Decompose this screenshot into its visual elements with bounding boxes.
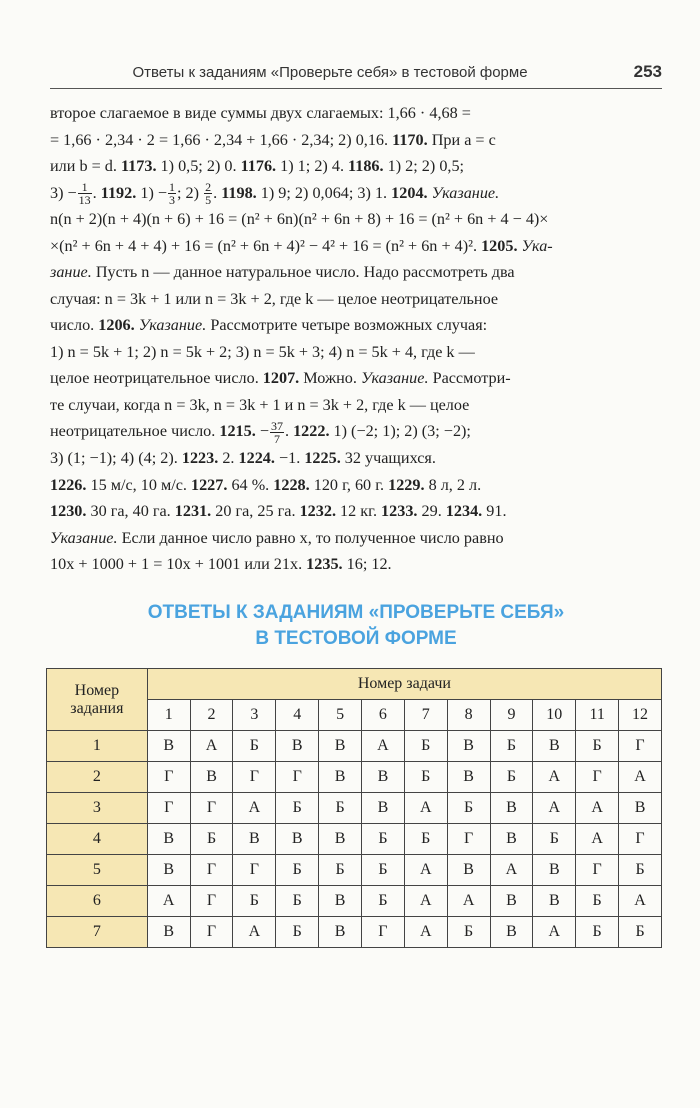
answer-cell: А	[619, 762, 662, 793]
answer-cell: Г	[233, 855, 276, 886]
answer-cell: В	[319, 762, 362, 793]
answer-cell: В	[533, 731, 576, 762]
answer-cell: А	[404, 855, 447, 886]
answer-cell: Б	[619, 917, 662, 948]
table-row	[47, 731, 662, 762]
answer-cell: А	[447, 886, 490, 917]
column-header: 5	[319, 700, 362, 731]
answer-cell: В	[147, 824, 190, 855]
text-line: целое неотрицательное число. 1207. Можно. Указание. Рассмотри-	[50, 369, 511, 388]
answer-cell: Б	[319, 793, 362, 824]
text-line: или b = d. 1173. 1) 0,5; 2) 0. 1176. 1) 1; 2) 4. 1186. 1) 2; 2) 0,5;	[50, 157, 465, 175]
answer-cell: В	[319, 824, 362, 855]
text-line: случая: n = 3k + 1 или n = 3k + 2, где k — целое неотрицательное	[50, 289, 499, 308]
table-row	[47, 824, 662, 855]
answer-cell: А	[147, 886, 190, 917]
table-row	[47, 793, 662, 824]
text-line: 3) − $\frac{1}{13}$ . 1192. 1) − $\frac{1}{3}$ ; 2) $\frac{2}{5}$ . 1198. 1) 9; 2) 0,064; 3) 1. 1204. Указание.	[50, 180, 500, 208]
answer-cell: В	[147, 917, 190, 948]
answer-cell: Г	[576, 855, 619, 886]
page-header	[50, 58, 662, 89]
text-line: Указание. Если данное число равно x, то полученное число равно	[50, 528, 504, 547]
table-row	[47, 762, 662, 793]
answer-cell: А	[576, 824, 619, 855]
answer-cell: В	[190, 762, 233, 793]
column-header: 1	[147, 700, 190, 731]
answer-cell: А	[404, 793, 447, 824]
column-header: 9	[490, 700, 533, 731]
answer-cell: Б	[447, 793, 490, 824]
answer-cell: Б	[190, 824, 233, 855]
answer-cell: Б	[490, 762, 533, 793]
row-number: 5	[47, 855, 148, 886]
column-group-label: Номер задачи	[147, 669, 661, 700]
answer-cell: В	[147, 855, 190, 886]
answer-cell: В	[361, 762, 404, 793]
answer-cell: Б	[233, 731, 276, 762]
answer-cell: В	[533, 855, 576, 886]
text-line: = 1,66 · 2,34 · 2 = 1,66 · 2,34 + 1,66 · 2,34; 2) 0,16. 1170. При a = c	[50, 130, 496, 149]
text-line: неотрицательное число. 1215. − $\frac{37}{7}$ . 1222. 1) (−2; 1); 2) (3; −2);	[50, 419, 471, 447]
row-number: 1	[47, 731, 148, 762]
column-header: 3	[233, 700, 276, 731]
section-title-line-2: В ТЕСТОВОЙ ФОРМЕ	[255, 628, 457, 649]
column-header: 10	[533, 700, 576, 731]
answer-cell: Г	[190, 886, 233, 917]
answer-cell: А	[361, 731, 404, 762]
section-title	[50, 600, 662, 652]
text-line: 3) (1; −1); 4) (4; 2). 1223. 2. 1224. −1. 1225. 32 учащихся.	[50, 449, 436, 468]
answer-cell: В	[490, 886, 533, 917]
answer-cell: В	[447, 855, 490, 886]
fraction: $\frac{1}{13}$	[78, 180, 91, 208]
row-number: 3	[47, 793, 148, 824]
answer-cell: В	[319, 886, 362, 917]
answer-cell: Г	[190, 917, 233, 948]
column-header: 6	[361, 700, 404, 731]
answers-table	[46, 668, 662, 948]
answer-cell: Б	[533, 824, 576, 855]
row-number: 2	[47, 762, 148, 793]
answer-cell: Г	[190, 855, 233, 886]
answer-cell: Б	[490, 731, 533, 762]
text-line: те случаи, когда n = 3k, n = 3k + 1 и n = 3k + 2, где k — целое	[50, 395, 470, 414]
answer-cell: Б	[404, 762, 447, 793]
answer-cell: Г	[619, 824, 662, 855]
column-header: 12	[619, 700, 662, 731]
answer-cell: А	[190, 731, 233, 762]
answer-cell: В	[490, 917, 533, 948]
answer-cell: В	[319, 731, 362, 762]
fraction: $\frac{37}{7}$	[270, 419, 283, 447]
answer-cell: А	[619, 886, 662, 917]
answer-cell: А	[404, 917, 447, 948]
answers-text	[50, 100, 662, 578]
answer-cell: Б	[361, 886, 404, 917]
row-header-label	[47, 669, 148, 731]
answer-cell: Б	[276, 855, 319, 886]
page-number: 253	[633, 62, 662, 81]
answer-cell: А	[533, 762, 576, 793]
answer-cell: Г	[576, 762, 619, 793]
table-row	[47, 886, 662, 917]
answer-cell: В	[319, 917, 362, 948]
answer-cell: Б	[404, 824, 447, 855]
answer-cell: Б	[447, 917, 490, 948]
answer-cell: Б	[276, 886, 319, 917]
answer-cell: А	[533, 793, 576, 824]
text-line: n(n + 2)(n + 4)(n + 6) + 16 = (n² + 6n)(n² + 6n + 8) + 16 = (n² + 6n + 4 − 4)×	[50, 210, 549, 229]
column-header: 11	[576, 700, 619, 731]
answer-cell: В	[619, 793, 662, 824]
table-row	[47, 917, 662, 948]
answer-cell: Г	[147, 762, 190, 793]
answer-cell: Г	[190, 793, 233, 824]
answer-cell: Б	[361, 824, 404, 855]
text-line: 1230. 30 га, 40 га. 1231. 20 га, 25 га. 1232. 12 кг. 1233. 29. 1234. 91.	[50, 502, 507, 521]
answer-cell: В	[233, 824, 276, 855]
column-header: 4	[276, 700, 319, 731]
answer-cell: В	[533, 886, 576, 917]
text-line: 1226. 15 м/с, 10 м/с. 1227. 64 %. 1228. 120 г, 60 г. 1229. 8 л, 2 л.	[50, 475, 482, 494]
answer-cell: А	[576, 793, 619, 824]
answer-cell: Б	[404, 731, 447, 762]
running-title: Ответы к заданиям «Проверьте себя» в тестовой форме	[132, 64, 528, 81]
answer-cell: В	[447, 762, 490, 793]
table-row	[47, 855, 662, 886]
answer-cell: Б	[233, 886, 276, 917]
answer-cell: Б	[276, 917, 319, 948]
answer-cell: Б	[319, 855, 362, 886]
answer-cell: Б	[619, 855, 662, 886]
answer-cell: Б	[361, 855, 404, 886]
answer-cell: Б	[276, 793, 319, 824]
text-line: зание. Пусть n — данное натуральное число. Надо рассмотреть два	[50, 263, 515, 282]
row-number: 4	[47, 824, 148, 855]
text-line: второе слагаемое в виде суммы двух слагаемых: 1,66 · 4,68 =	[50, 104, 471, 122]
section-title-line-1: ОТВЕТЫ К ЗАДАНИЯМ «ПРОВЕРЬТЕ СЕБЯ»	[147, 602, 565, 623]
answer-cell: В	[447, 731, 490, 762]
answer-cell: А	[533, 917, 576, 948]
text-line: ×(n² + 6n + 4 + 4) + 16 = (n² + 6n + 4)² − 4² + 16 = (n² + 6n + 4)². 1205. Ука-	[50, 236, 553, 255]
answer-cell: А	[233, 793, 276, 824]
row-number: 6	[47, 886, 148, 917]
answer-cell: А	[233, 917, 276, 948]
answer-cell: В	[490, 824, 533, 855]
answer-cell: Г	[361, 917, 404, 948]
answer-cell: А	[404, 886, 447, 917]
answer-cell: В	[276, 824, 319, 855]
text-line: 1) n = 5k + 1; 2) n = 5k + 2; 3) n = 5k + 3; 4) n = 5k + 4, где k —	[50, 342, 475, 361]
column-header: 8	[447, 700, 490, 731]
column-header: 2	[190, 700, 233, 731]
answer-cell: Б	[576, 917, 619, 948]
fraction: $\frac{2}{5}$	[205, 180, 212, 208]
answer-cell: Б	[576, 731, 619, 762]
answer-cell: А	[490, 855, 533, 886]
row-header-label-line-1: Номер	[74, 681, 120, 699]
text-line: число. 1206. Указание. Рассмотрите четыре возможных случая:	[50, 316, 488, 335]
answer-cell: В	[147, 731, 190, 762]
fraction: $\frac{1}{3}$	[169, 180, 176, 208]
answer-cell: Г	[233, 762, 276, 793]
answer-cell: Б	[576, 886, 619, 917]
answers-table-body	[47, 731, 662, 948]
answer-cell: Г	[276, 762, 319, 793]
row-number: 7	[47, 917, 148, 948]
answer-cell: В	[276, 731, 319, 762]
text-line: 10x + 1000 + 1 = 10x + 1001 или 21x. 1235. 16; 12.	[50, 555, 392, 574]
answer-cell: Г	[619, 731, 662, 762]
answer-cell: Г	[147, 793, 190, 824]
row-header-label-line-2: задания	[70, 699, 124, 717]
answer-cell: Г	[447, 824, 490, 855]
column-header: 7	[404, 700, 447, 731]
answer-cell: В	[490, 793, 533, 824]
answer-cell: В	[361, 793, 404, 824]
